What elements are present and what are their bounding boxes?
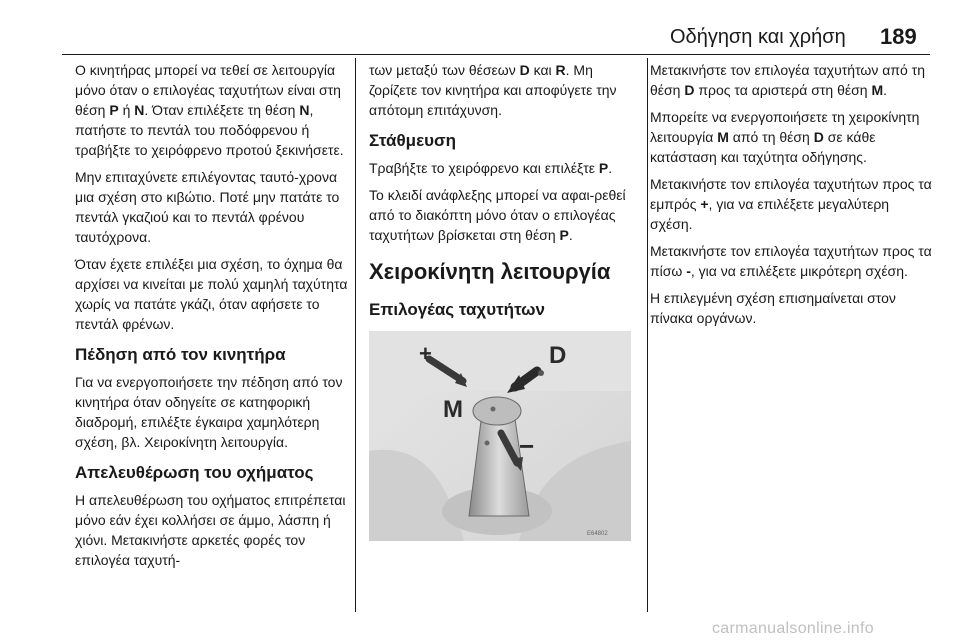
page-number: 189 xyxy=(880,24,917,49)
header-rule xyxy=(62,54,930,55)
paragraph-activate-manual: Μπορείτε να ενεργοποιήσετε τη χειροκίνητη λειτουργία M από τη θέση D σε κάθε κατάσταση και ταχύτητα οδήγησης. xyxy=(650,109,920,165)
paragraph-start-positions: Ο κινητήρας μπορεί να τεθεί σε λειτουργία μόνο όταν ο επιλογέας ταχυτήτων είναι στη θέση P ή N. Όταν επιλέξετε τη θέση N, πατήστε το πεντάλ του ποδόφρενου ή τραβήξτε το χειρόφρενο προτού ξεκινήσετε. xyxy=(75,62,344,158)
paragraph-creep: Όταν έχετε επιλέξει μια σχέση, το όχημα θα αρχίσει να κινείται με πολύ χαμηλή ταχύτητα χωρίς να πατάτε γκάζι, όταν αφήσετε το πεντάλ φρένων. xyxy=(75,256,348,332)
paragraph-upshift: Μετακινήστε τον επιλογέα ταχυτήτων προς τα εμπρός +, για να επιλέξετε μεγαλύτερη σχέση. xyxy=(650,176,932,232)
figure-id: E64802 xyxy=(587,531,608,537)
paragraph-ignition-key: Το κλειδί ανάφλεξης μπορεί να αφαι-ρεθεί από το διακόπτη μόνο όταν ο επιλογέας ταχυτήτων βρίσκεται στη θέση P. xyxy=(369,187,626,243)
heading-rocking-vehicle: Απελευθέρωση του οχήματος xyxy=(75,463,314,482)
page-header xyxy=(0,0,960,54)
paragraph-engine-braking: Για να ενεργοποιήσετε την πέδηση από τον κινητήρα όταν οδηγείτε σε κατηφορική διαδρομή, επιλέξτε έγκαιρα χαμηλότερη σχέση, βλ. Χειροκίνητη λειτουργία. xyxy=(75,374,343,450)
paragraph-gear-display: Η επιλεγμένη σχέση επισημαίνεται στον πίνακα οργάνων. xyxy=(650,290,896,326)
gear-selector-illustration xyxy=(369,331,631,541)
paragraph-rocking-vehicle: Η απελευθέρωση του οχήματος επιτρέπεται μόνο εάν έχει κολλήσει σε άμμο, λάσπη ή χιόνι. Μετακινήστε αρκετές φορές τον επιλογέα ταχυτή- xyxy=(75,492,346,568)
paragraph-downshift: Μετακινήστε τον επιλογέα ταχυτήτων προς τα πίσω -, για να επιλέξετε μικρότερη σχέση. xyxy=(650,243,932,279)
column-3 xyxy=(650,60,932,335)
paragraph-select-manual: Μετακινήστε τον επιλογέα ταχυτήτων από τη θέση D προς τα αριστερά στη θέση M. xyxy=(650,62,925,98)
heading-gear-selector: Επιλογέας ταχυτήτων xyxy=(369,300,545,319)
minus-label: − xyxy=(519,431,535,461)
plus-label: + xyxy=(419,341,432,366)
column-1 xyxy=(75,60,355,577)
column-divider-1 xyxy=(355,58,356,612)
paragraph-rocking-continued: των μεταξύ των θέσεων D και R. Μη ζορίζετε τον κινητήρα και αποφύγετε την απότομη επιτάχυνση. xyxy=(369,62,617,118)
column-2 xyxy=(369,60,637,541)
column-divider-2 xyxy=(647,58,648,612)
heading-parking: Στάθμευση xyxy=(369,131,457,150)
heading-engine-braking: Πέδηση από τον κινητήρα xyxy=(75,345,286,364)
running-title: Οδήγηση και χρήση xyxy=(670,26,846,48)
heading-manual-mode: Χειροκίνητη λειτουργία xyxy=(369,259,611,284)
paragraph-no-accelerate: Μην επιταχύνετε επιλέγοντας ταυτό-χρονα μια σχέση στο κιβώτιο. Ποτέ μην πατάτε το πεντάλ γκαζιού και το πεντάλ φρένου ταυτόχρονα. xyxy=(75,169,340,245)
m-label: M xyxy=(443,396,463,423)
d-label: D xyxy=(549,342,567,369)
paragraph-parking: Τραβήξτε το χειρόφρενο και επιλέξτε P. xyxy=(369,160,613,176)
watermark: carmanualsonline.info xyxy=(712,620,874,637)
